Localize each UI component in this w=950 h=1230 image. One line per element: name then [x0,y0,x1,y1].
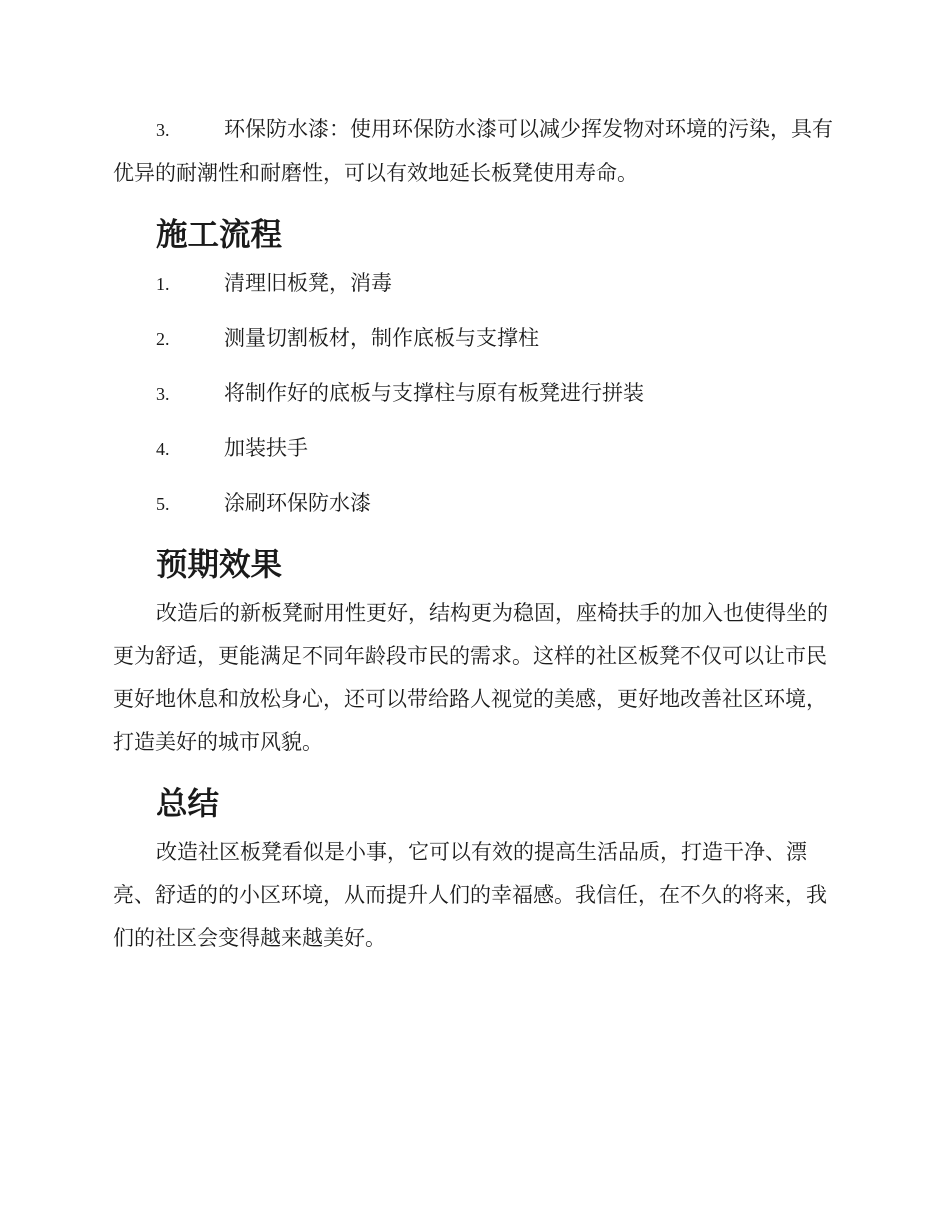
summary-paragraph: 改造社区板凳看似是小事，它可以有效的提高生活品质，打造干净、漂亮、舒适的的小区环境，从而提升人们的幸福感。我信任，在不久的将来，我们的社区会变得越来越美好。 [113,840,827,950]
list-text: 涂刷环保防水漆 [224,491,371,515]
document-body [113,108,833,960]
list-item [113,372,833,427]
section-heading-effect: 预期效果 [156,546,283,583]
effect-paragraph: 改造后的新板凳耐用性更好，结构更为稳固，座椅扶手的加入也使得坐的更为舒适，更能满足不同年龄段市民的需求。这样的社区板凳不仅可以让市民更好地休息和放松身心，还可以带给路人视觉的美感，更好地改善社区环境，打造美好的城市风貌。 [113,601,828,754]
list-number: 4. [156,439,170,459]
list-number: 1. [156,274,170,294]
list-item [113,317,833,372]
process-steps-list [113,262,833,537]
section-heading-process: 施工流程 [156,216,283,253]
list-number: 5. [156,494,170,514]
list-number: 3. [156,384,170,404]
section-heading-summary: 总结 [156,785,220,822]
list-text: 加装扶手 [224,436,308,460]
list-item [113,262,833,317]
list-text: 环保防水漆：使用环保防水漆可以减少挥发物对环境的污染，具有优异的耐潮性和耐磨性，可以有效地延长板凳使用寿命。 [113,117,833,185]
list-number: 2. [156,329,170,349]
list-number: 3. [156,120,170,140]
list-item [113,427,833,482]
list-text: 清理旧板凳，消毒 [224,271,392,295]
list-item-materials-paint [113,108,833,195]
list-text: 将制作好的底板与支撑柱与原有板凳进行拼装 [224,381,644,405]
list-item [113,482,833,537]
list-text: 测量切割板材，制作底板与支撑柱 [224,326,539,350]
